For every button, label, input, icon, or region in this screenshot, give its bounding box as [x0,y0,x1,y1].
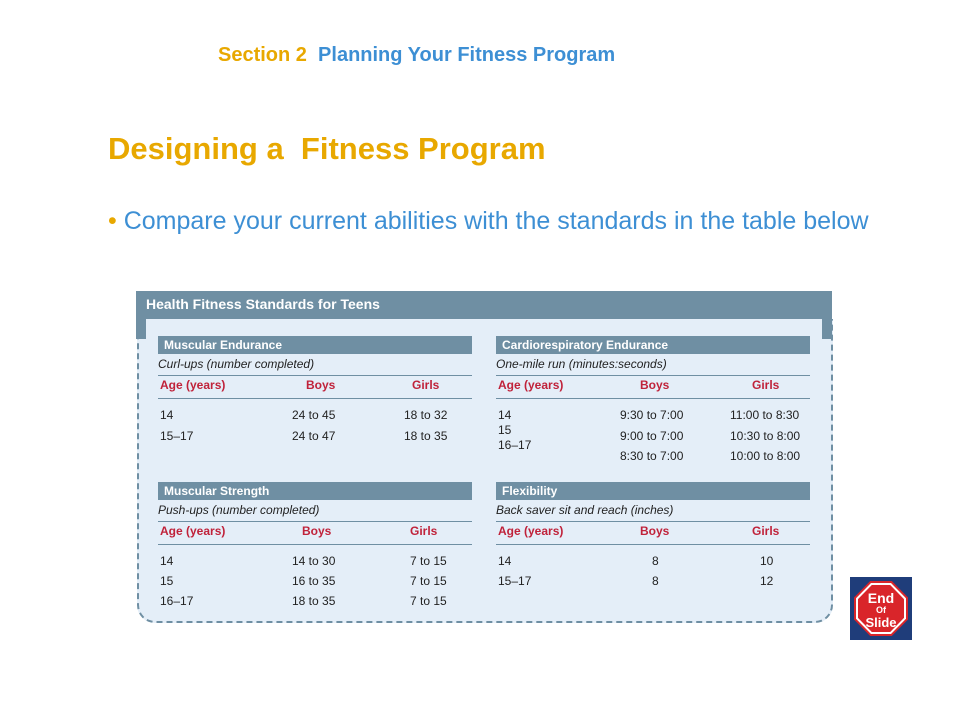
column-header-girls: Girls [412,378,440,392]
table-cell: 10:00 to 8:00 [730,449,801,463]
column-header-age: Age (years) [160,378,226,392]
table-cell: 18 to 35 [404,429,448,443]
divider [158,521,472,522]
muscular-endurance-block [158,336,472,446]
table-cell: 16–17 [160,594,194,608]
end-sign-line3: Slide [865,615,897,630]
divider [158,544,472,545]
column-header-boys: Boys [306,378,336,392]
table-cell: 10 [760,554,774,568]
table-cell: 7 to 15 [410,554,447,568]
table-cell: 14 [160,408,174,422]
table-cell: 8:30 to 7:00 [620,449,684,463]
table-cell: 16 to 35 [292,574,336,588]
block-subtitle: One-mile run (minutes:seconds) [496,357,667,371]
table-cell: 14 to 30 [292,554,336,568]
table-cell: 15–17 [498,574,532,588]
block-heading-bar [496,336,810,354]
column-header-girls: Girls [410,524,438,538]
column-header-boys: Boys [302,524,332,538]
cardio-block [496,336,810,466]
column-header-boys: Boys [640,524,670,538]
divider [496,544,810,545]
block-heading-bar [158,482,472,500]
table-cell: 8 [652,574,659,588]
block-subtitle: Back saver sit and reach (inches) [496,503,674,517]
bullet-point [108,204,878,238]
divider [496,398,810,399]
flexibility-block [496,482,810,592]
table-corner-left [136,319,146,339]
column-header-age: Age (years) [160,524,226,538]
bullet-text: Compare your current abilities with the standards in the table below [123,207,869,235]
table-cell: 24 to 45 [292,408,336,422]
table-cell: 7 to 15 [410,574,447,588]
muscular-strength-block [158,482,472,612]
end-of-slide-button[interactable] [850,577,912,640]
table-cell: 14 [160,554,174,568]
divider [496,375,810,376]
section-header [218,41,658,70]
column-header-boys: Boys [640,378,670,392]
table-cell: 15 [498,423,512,437]
end-sign-line2: Of [876,605,886,615]
block-heading: Cardiorespiratory Endurance [502,338,669,352]
fitness-standards-table [136,291,832,626]
table-cell: 15 [160,574,174,588]
table-cell: 18 to 35 [292,594,336,608]
table-cell: 15–17 [160,429,194,443]
column-header-age: Age (years) [498,524,564,538]
table-cell: 16–17 [498,438,532,452]
table-cell: 10:30 to 8:00 [730,429,801,443]
table-cell: 14 [498,408,512,422]
divider [158,375,472,376]
block-heading-bar [158,336,472,354]
end-sign-line1: End [867,590,895,606]
table-cell: 14 [498,554,512,568]
table-cell: 9:30 to 7:00 [620,408,684,422]
table-cell: 8 [652,554,659,568]
column-header-age: Age (years) [498,378,564,392]
divider [158,398,472,399]
divider [496,521,810,522]
bullet-dot: • [108,207,117,235]
table-cell: 12 [760,574,774,588]
section-name: Planning Your Fitness Program [318,44,616,66]
table-title-bar [136,291,832,319]
block-subtitle: Push-ups (number completed) [158,503,320,517]
block-heading: Muscular Endurance [164,338,283,352]
table-corner-right [822,319,832,339]
column-header-girls: Girls [752,524,780,538]
slide-title: Designing a Fitness Program [108,131,546,166]
block-heading: Flexibility [502,484,558,498]
column-header-girls: Girls [752,378,780,392]
section-number: Section 2 [218,44,307,66]
table-cell: 9:00 to 7:00 [620,429,684,443]
block-heading: Muscular Strength [164,484,270,498]
table-cell: 7 to 15 [410,594,447,608]
block-heading-bar [496,482,810,500]
table-cell: 18 to 32 [404,408,448,422]
block-subtitle: Curl-ups (number completed) [158,357,315,371]
table-cell: 24 to 47 [292,429,336,443]
table-title: Health Fitness Standards for Teens [146,296,380,312]
table-cell: 11:00 to 8:30 [730,408,800,422]
